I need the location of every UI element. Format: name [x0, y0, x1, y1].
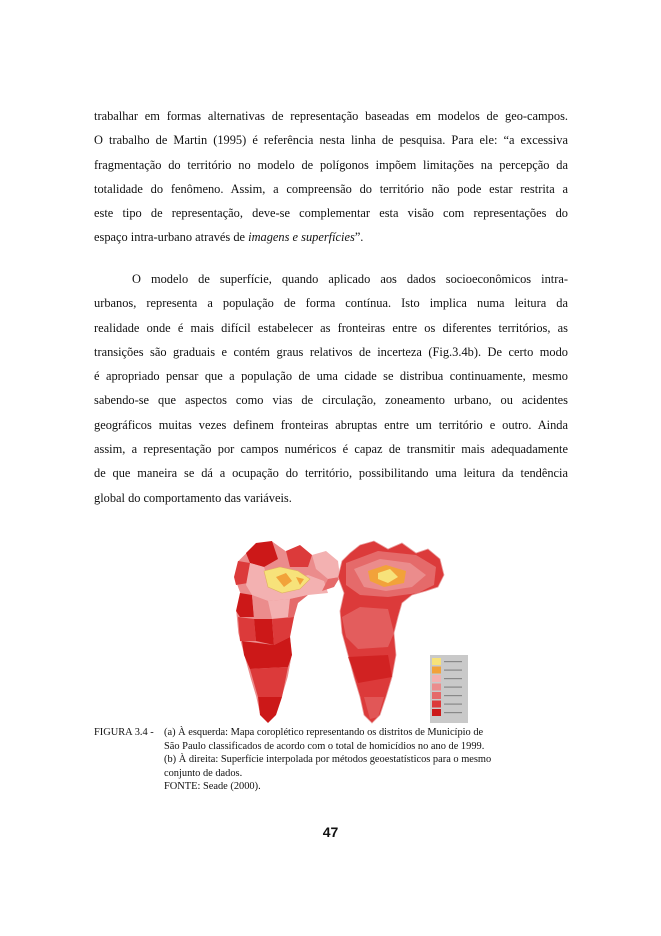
figure-maps: [228, 537, 468, 725]
text-line: O trabalho de Martin (1995) é referência nesta linha de pesquisa. Para ele: “a excessiva: [94, 133, 568, 148]
emphasis-text: imagens e superfícies: [248, 230, 355, 245]
text-line: sabendo-se que aspectos como vias de circulação, zoneamento urbano, ou acidentes: [94, 393, 568, 408]
caption-line: (a) À esquerda: Mapa coroplético representando os distritos de Município de: [164, 727, 484, 738]
text-line: trabalhar em formas alternativas de representação baseadas em modelos de geo-campos.: [94, 109, 568, 123]
text-line: realidade onde é mais difícil estabelecer as fronteiras entre os diferentes territórios, as: [94, 320, 568, 335]
caption-label: FIGURA 3.4 -: [94, 727, 154, 738]
choropleth-map: [234, 541, 340, 723]
text-line: geográficos muitas vezes definem fronteiras abruptas entre um território e outro. Ainda: [94, 417, 568, 432]
text-line: urbanos, representa a população de forma contínua. Isto implica numa leitura da: [94, 296, 568, 311]
paragraph-1: [94, 104, 568, 250]
figure-svg: [228, 537, 468, 725]
caption-line: São Paulo classificados de acordo com o total de homicídios no ano de 1999.: [164, 740, 485, 752]
text-line: assim, a representação por campos numéricos é capaz de transmitir mais adequadamente: [94, 442, 568, 457]
paragraph-2: [94, 267, 568, 510]
text-line: de que maneira se dá a ocupação do território, possibilitando uma leitura da tendência: [94, 466, 568, 481]
caption-line: conjunto de dados.: [164, 767, 243, 779]
text-line: fragmentação do território no modelo de polígonos impõem limitações na percepção da: [94, 157, 568, 172]
text-line: é apropriado pensar que a população de uma cidade se distribua continuamente, mesmo: [94, 369, 568, 384]
text-line: este tipo de representação, deve-se complementar esta visão com representações do: [94, 206, 568, 221]
caption-line: (b) À direita: Superfície interpolada por métodos geoestatísticos para o mesmo: [164, 754, 492, 766]
text-line: global do comportamento das variáveis.: [94, 490, 292, 505]
caption-body: [164, 726, 534, 794]
map-legend: [430, 655, 468, 723]
text-line: espaço intra-urbano através de imagens e superfícies”.: [94, 230, 364, 245]
surface-map: [338, 541, 444, 723]
caption-line: FONTE: Seade (2000).: [164, 781, 261, 793]
text-line: totalidade do fenômeno. Assim, a compreensão do território não pode estar restrita a: [94, 181, 568, 196]
page-number: 47: [322, 824, 339, 840]
text-line: O modelo de superfície, quando aplicado aos dados socioeconômicos intra-: [132, 272, 568, 286]
text-line: transições são graduais e contém graus relativos de incerteza (Fig.3.4b). De certo modo: [94, 344, 568, 359]
